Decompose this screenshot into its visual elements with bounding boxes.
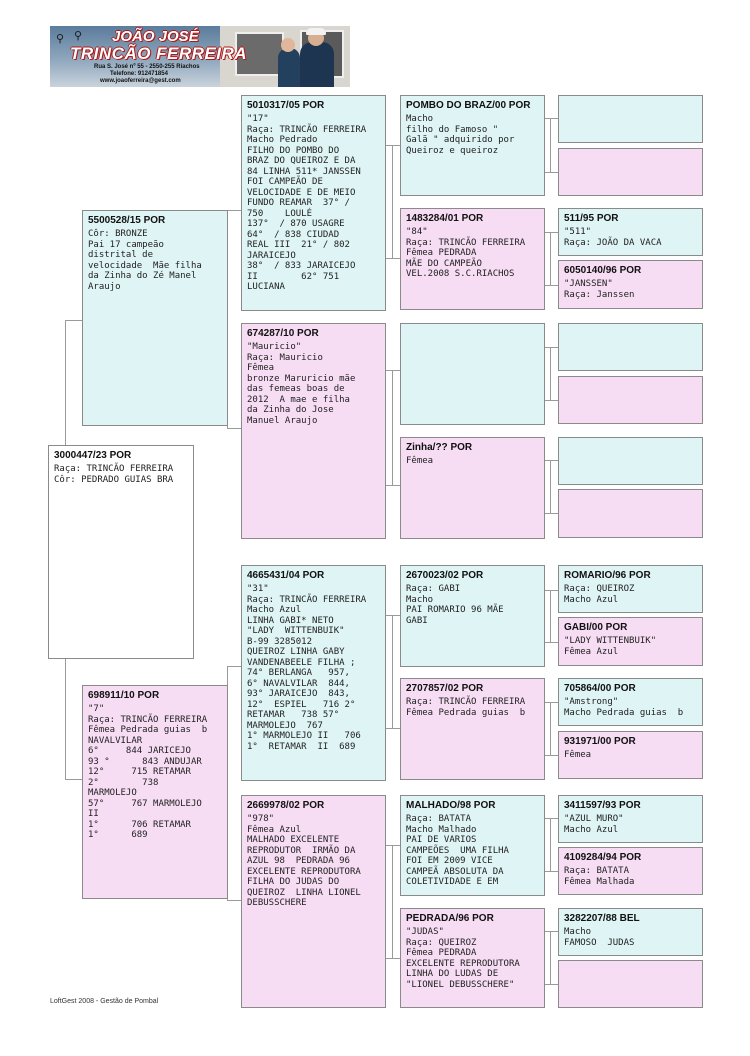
ssd-dam-details: "JANSSEN" Raça: Janssen [564, 279, 635, 300]
sdd-sire-card[interactable] [558, 437, 703, 485]
connector-line [545, 285, 558, 286]
sire-card[interactable] [82, 210, 228, 426]
connector-line [545, 232, 558, 233]
connector-line [65, 659, 66, 779]
ss-sire-card[interactable] [400, 95, 545, 196]
connector-line [550, 590, 551, 642]
dam-sire-details: "31" Raça: TRINCÃO FERREIRA Macho Azul LINHA GABI* NETO "LADY WITTENBUIK" B-99 3285012 QUEIROZ LINHA GABY VANDENABEELE FILHA ; 74° BERLANGA 957, 6° NAVALVILAR 844, 93° JARAICEJO 843, 12° ESPIEL 716 2° RETAMAR 738 57° MARMOLEJO 767 1° MARMOLEJO II 706 1° RETAMAR II 689 [247, 584, 367, 752]
dam-details: "7" Raça: TRINCÃO FERREIRA Fêmea Pedrada guias b NAVALVILAR 6° 844 JARICEJO 93 ° 843 ANDUJAR 12° 715 RETAMAR 2° 738 MARMOLEJO 57° 767 MARMOLEJO II 1° 706 RETAMAR 1° 689 [88, 704, 208, 840]
connector-line [545, 931, 558, 932]
dam-sire-card[interactable] [241, 565, 386, 781]
connector-line [550, 931, 551, 984]
ss-sire-ring: POMBO DO BRAZ/00 POR [406, 100, 531, 111]
banner-photo-cap [306, 28, 326, 35]
pedigree-subject-card[interactable] [48, 445, 194, 659]
sd-dam-card[interactable] [400, 437, 545, 539]
ds-dam-ring: 2707857/02 POR [406, 683, 484, 694]
connector-line [227, 210, 241, 211]
connector-line [392, 615, 393, 728]
dd-sire-card[interactable] [400, 795, 545, 896]
banner-name-line1: JOÃO JOSÉ [112, 28, 199, 45]
ssd-sire-card[interactable] [558, 208, 703, 256]
dam-dam-ring: 2669978/02 POR [247, 800, 325, 811]
ddd-sire-card[interactable] [558, 908, 703, 956]
banner-website: www.joaoferreira@gest.com [100, 78, 181, 84]
dd-dam-card[interactable] [400, 908, 545, 1008]
dd-dam-details: "JUDAS" Raça: QUEIROZ Fêmea PEDRADA EXCELENTE REPRODUTORA LINHA DO LUDAS DE "LIONEL DEBUSSCHERE" [406, 927, 520, 990]
sd-dam-ring: Zinha/?? POR [406, 442, 473, 453]
dsd-sire-card[interactable] [558, 678, 703, 726]
ssd-sire-ring: 511/95 POR [564, 213, 619, 224]
ss-dam-details: "84" Raça: TRINCÃO FERREIRA Fêmea PEDRADA MÃE DO CAMPEÃO VEL.2008 S.C.RIACHOS [406, 227, 526, 279]
dss-sire-ring: ROMARIO/96 POR [564, 570, 651, 581]
sss-dam-card[interactable] [558, 148, 703, 196]
ds-dam-details: Raça: TRINCÃO FERREIRA Fêmea Pedrada guias b [406, 697, 526, 718]
sd-dam-details: Fêmea [406, 456, 434, 466]
ssd-dam-ring: 6050140/96 POR [564, 265, 642, 276]
connector-line [392, 370, 393, 485]
dds-dam-ring: 4109284/94 POR [564, 852, 642, 863]
ss-dam-ring: 1483284/01 POR [406, 213, 484, 224]
connector-line [545, 513, 558, 514]
ddd-sire-ring: 3282207/88 BEL [564, 913, 640, 924]
dsd-sire-details: "Amstrong" Macho Pedrada guias b [564, 697, 684, 718]
dss-sire-card[interactable] [558, 565, 703, 613]
dsd-dam-details: Fêmea [564, 750, 592, 760]
connector-line [545, 172, 558, 173]
connector-line [550, 818, 551, 871]
sds-sire-card[interactable] [558, 323, 703, 371]
connector-line [545, 755, 558, 756]
dam-dam-card[interactable] [241, 795, 386, 1008]
ssd-sire-details: "511" Raça: JOÃO DA VACA [564, 227, 662, 248]
ds-sire-details: Raça: GABI Macho PAI ROMARIO 96 MÃE GABI [406, 584, 504, 626]
dd-sire-details: Raça: BATATA Macho Malhado PAI DE VARIOS CAMPEÕES UMA FILHA FOI EM 2009 VICE CAMPEÃ ABSOLUTA DA COLETIVIDADE E EM [406, 814, 509, 887]
connector-line [385, 485, 400, 486]
dsd-dam-card[interactable] [558, 731, 703, 779]
connector-line [550, 347, 551, 400]
sd-sire-card[interactable] [400, 323, 545, 425]
connector-line [550, 118, 551, 172]
sire-details: Côr: BRONZE Pai 17 campeão distrital de velocidade Mãe filha da Zinha do Zé Manel Araujo [88, 229, 202, 292]
connector-line [545, 818, 558, 819]
sdd-dam-card[interactable] [558, 489, 703, 538]
banner-photo-boy-head [281, 38, 295, 52]
connector-line [227, 428, 241, 429]
ds-sire-ring: 2670023/02 POR [406, 570, 484, 581]
connector-line [545, 702, 558, 703]
dsd-dam-ring: 931971/00 POR [564, 736, 636, 747]
connector-line [227, 900, 241, 901]
sire-sire-ring: 5010317/05 POR [247, 100, 325, 111]
ddd-sire-details: Macho FAMOSO JUDAS [564, 927, 635, 948]
connector-line [385, 728, 400, 729]
banner-logo [50, 26, 350, 87]
connector-line [227, 666, 241, 667]
banner-photo-boy [278, 48, 300, 87]
dd-dam-ring: PEDRADA/96 POR [406, 913, 494, 924]
dd-sire-ring: MALHADO/98 POR [406, 800, 496, 811]
connector-line [550, 702, 551, 755]
footer-credit: LoftGest 2008 - Gestão de Pombal [50, 998, 159, 1005]
dds-dam-details: Raça: BATATA Fêmea Malhada [564, 866, 635, 887]
dds-dam-card[interactable] [558, 847, 703, 895]
dss-dam-card[interactable] [558, 617, 703, 666]
ss-dam-card[interactable] [400, 208, 545, 310]
sire-dam-card[interactable] [241, 323, 386, 539]
dam-ring: 698911/10 POR [88, 690, 160, 701]
dam-dam-details: "978" Fêmea Azul MALHADO EXCELENTE REPRODUTOR IRMÃO DA AZUL 98 PEDRADA 96 EXCELENTE REPRODUTORA FILHA DO JUDAS DO QUEIROZ LINHA LIONEL DEBUSSCHERE [247, 814, 361, 908]
dam-sire-ring: 4665431/04 POR [247, 570, 325, 581]
dam-card[interactable] [82, 685, 228, 899]
banner-address: Rua S. José nº 55 - 2550-255 Riachos [94, 64, 200, 70]
sds-dam-card[interactable] [558, 376, 703, 424]
connector-line [545, 984, 558, 985]
sire-ring: 5500528/15 POR [88, 215, 166, 226]
pigeon-icon: ⚲ [56, 32, 65, 45]
connector-line [550, 232, 551, 285]
ds-sire-card[interactable] [400, 565, 545, 667]
connector-line [550, 460, 551, 513]
sss-sire-card[interactable] [558, 95, 703, 143]
ds-dam-card[interactable] [400, 678, 545, 780]
sire-sire-details: "17" Raça: TRINCÃO FERREIRA Macho Pedrado FILHO DO POMBO DO BRAZ DO QUEIROZ E DA 84 LINHA 511* JANSSEN FOI CAMPEÃO DE VELOCIDADE E DE MEIO FUNDO REAMAR 37° / 750 LOULÉ 137° / 870 USAGRE 64° / 838 CIUDAD REAL III 21° / 802 JARAICEJO 38° / 833 JARAICEJO II 62° 751 LUCIANA [247, 114, 367, 292]
connector-line [545, 400, 558, 401]
dsd-sire-ring: 705864/00 POR [564, 683, 636, 694]
pigeon-icon: ⚲ [74, 29, 83, 42]
ss-sire-details: Macho filho do Famoso " Galã " adquirido por Queiroz e queiroz [406, 114, 515, 156]
connector-line [392, 845, 393, 958]
connector-line [385, 958, 400, 959]
dds-sire-details: "AZUL MURO" Macho Azul [564, 814, 624, 835]
connector-line [545, 642, 558, 643]
sire-dam-ring: 674287/10 POR [247, 328, 319, 339]
connector-line [65, 320, 66, 445]
banner-name-line2: TRINCÃO FERREIRA [70, 44, 248, 63]
dss-sire-details: Raça: QUEIROZ Macho Azul [564, 584, 635, 605]
ssd-dam-card[interactable] [558, 260, 703, 309]
connector-line [545, 590, 558, 591]
connector-line [545, 460, 558, 461]
connector-line [65, 779, 82, 780]
connector-line [65, 320, 82, 321]
ddd-dam-card[interactable] [558, 960, 703, 1008]
banner-phone: Telefone: 912471854 [110, 71, 168, 77]
subject-details: Raça: TRINCÃO FERREIRA Côr: PEDRADO GUIAS BRA [54, 464, 174, 485]
dds-sire-ring: 3411597/93 POR [564, 800, 641, 811]
dds-sire-card[interactable] [558, 795, 703, 843]
dss-dam-ring: GABI/00 POR [564, 622, 628, 633]
connector-line [392, 145, 393, 258]
connector-line [545, 871, 558, 872]
sire-dam-details: "Mauricio" Raça: Mauricio Fêmea bronze Maruricio mãe das femeas boas de 2012 A mae e filha da Zinha do Jose Manuel Araujo [247, 342, 356, 426]
connector-line [545, 118, 558, 119]
sire-sire-card[interactable] [241, 95, 386, 311]
dss-dam-details: "LADY WITTENBUIK" Fêmea Azul [564, 636, 657, 657]
connector-line [385, 258, 400, 259]
banner-photo-man [300, 42, 334, 87]
subject-ring: 3000447/23 POR [54, 450, 132, 461]
connector-line [545, 347, 558, 348]
